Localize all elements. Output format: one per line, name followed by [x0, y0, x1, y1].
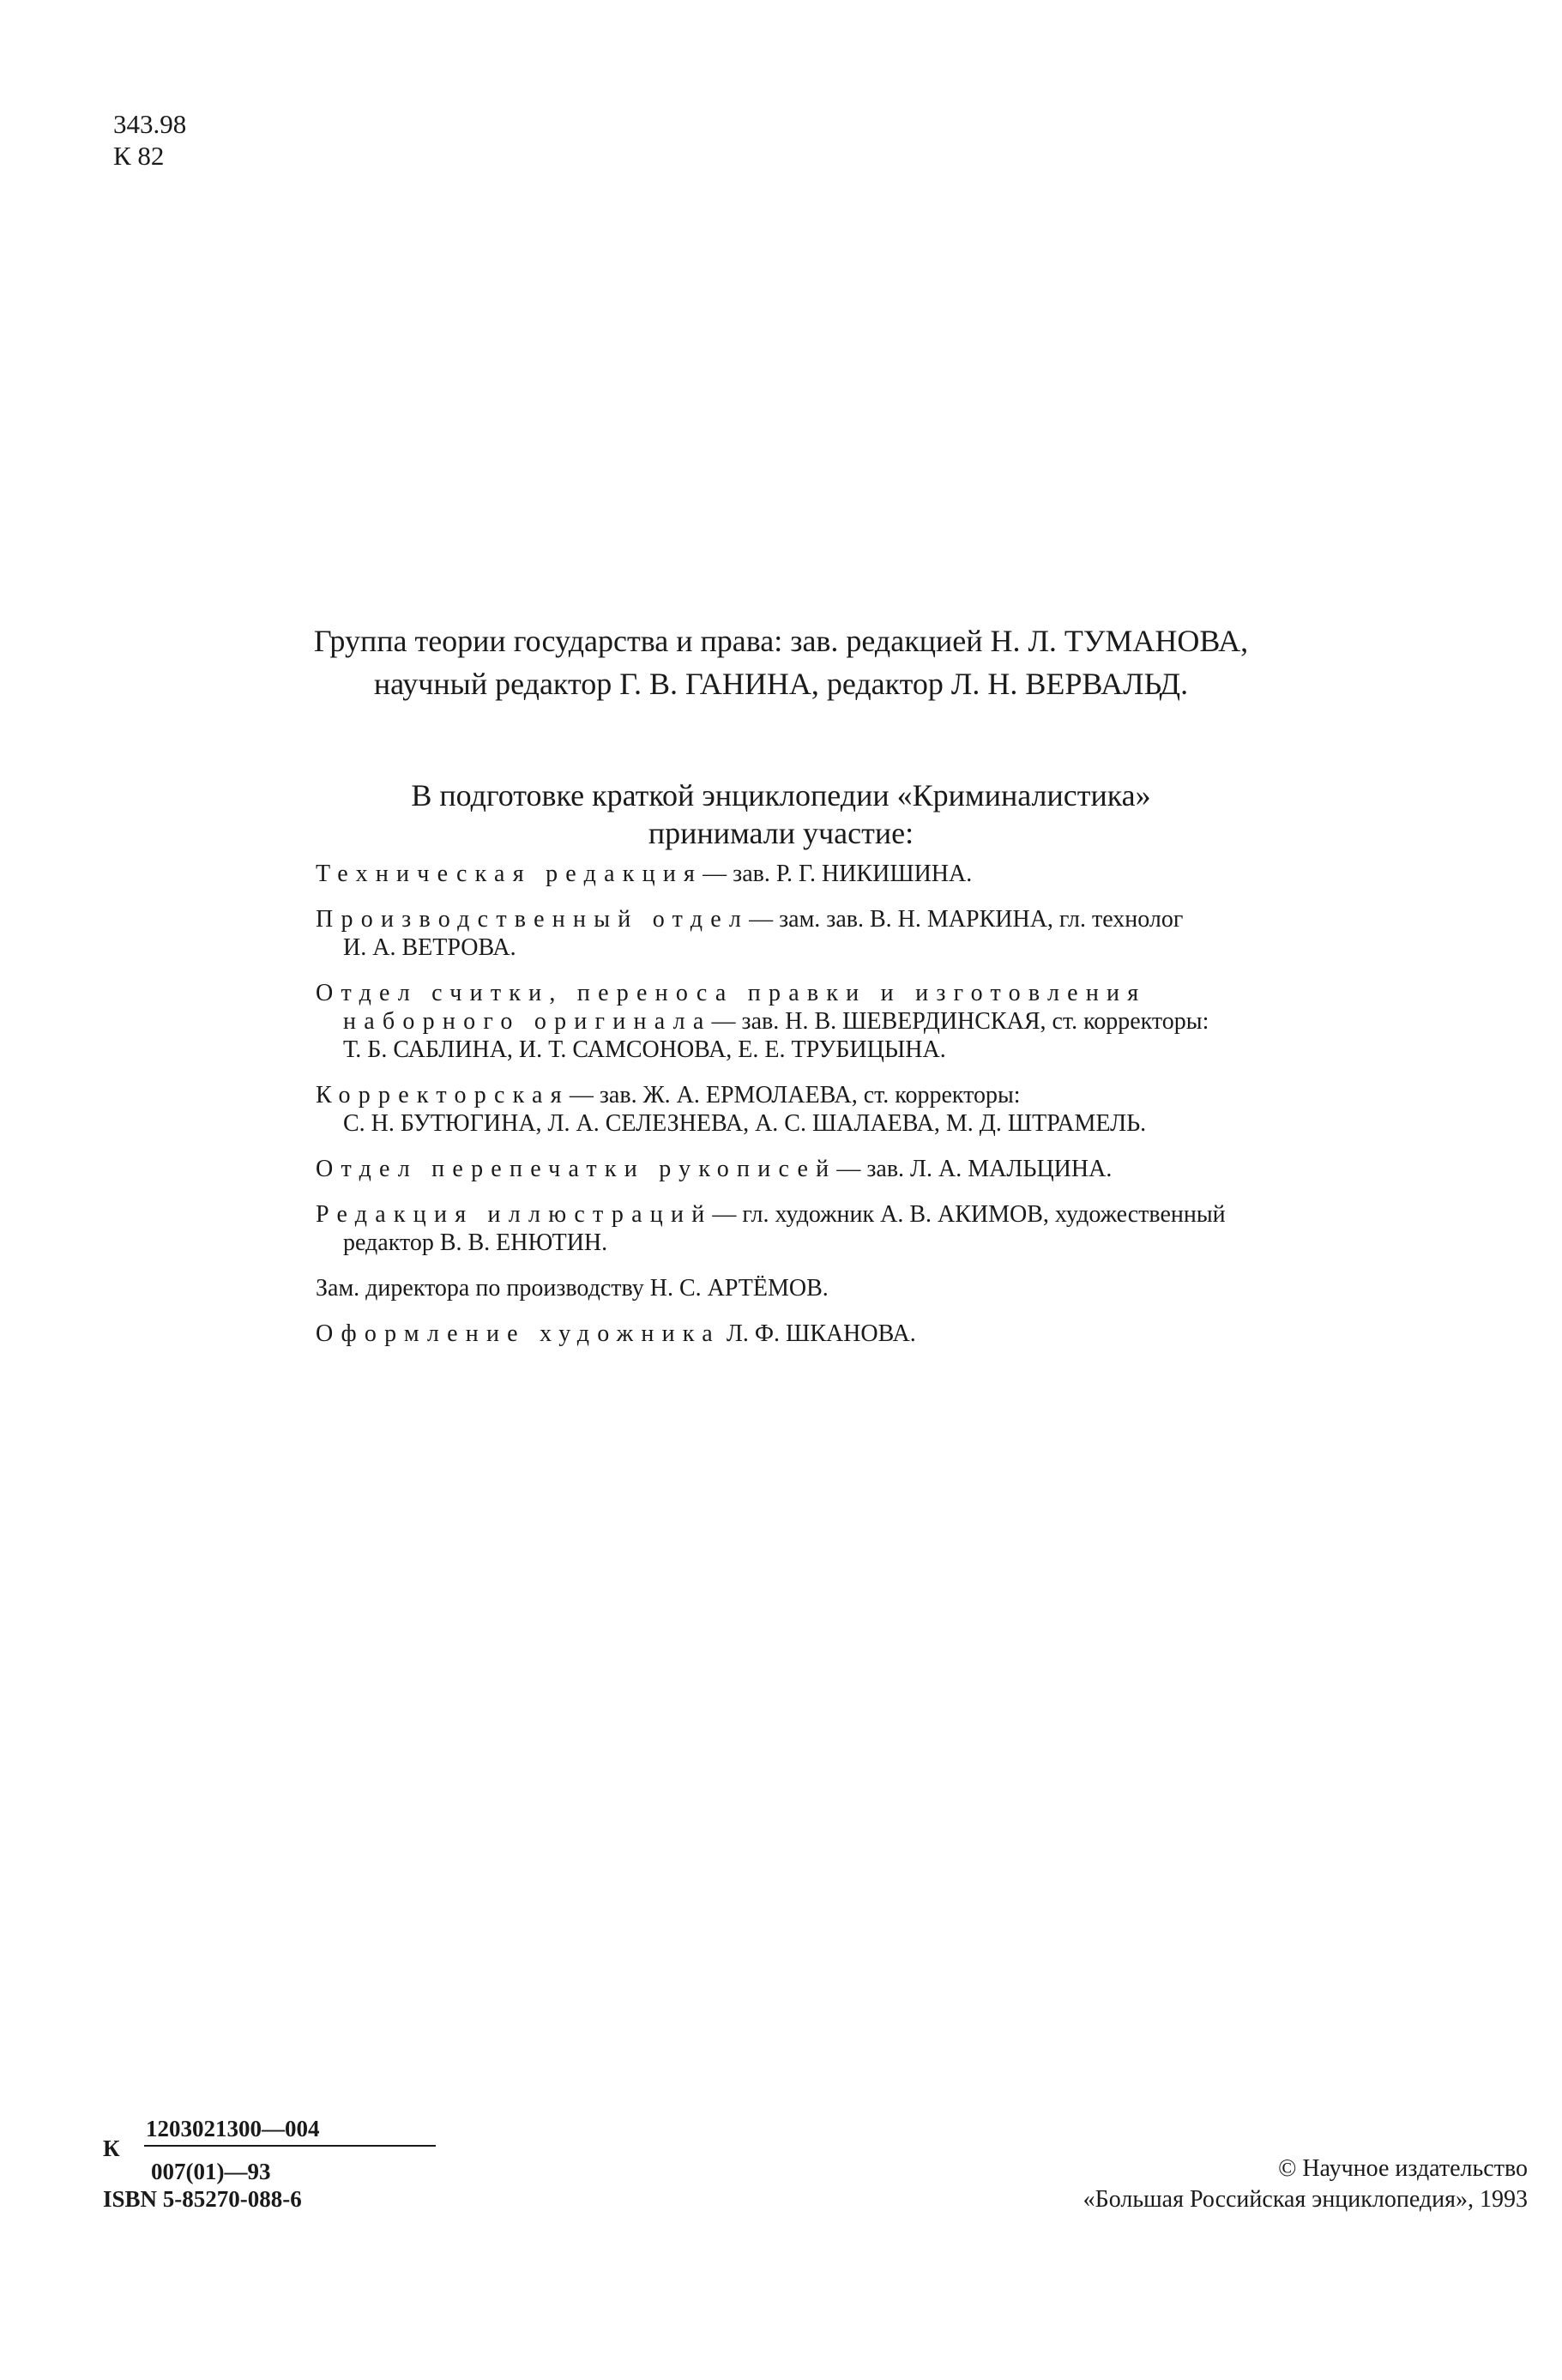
participants-heading [0, 776, 1562, 852]
staff-names: — зав. Л. А. МАЛЬЦИНА. [836, 1156, 1113, 1182]
imprint-numerator: 1203021300—004 [146, 2116, 320, 2141]
staff-entry-correctors [316, 1081, 1354, 1138]
staff-list [316, 860, 1354, 1365]
imprint-denominator: 007(01)—93 [151, 2159, 271, 2184]
department-name: Отдел перепечатки рукописей [316, 1156, 837, 1182]
department-name: Оформление художника [316, 1320, 721, 1347]
department-name: Производственный отдел [316, 906, 750, 933]
copyright-line-1: © Научное издательство [1278, 2155, 1528, 2182]
editorial-group [0, 619, 1562, 705]
staff-entry-design [316, 1320, 1354, 1348]
isbn: ISBN 5-85270-088-6 [103, 2186, 302, 2212]
staff-entry-retyping [316, 1155, 1354, 1183]
staff-names: — зав. Ж. А. ЕРМОЛАЕВА, ст. корректоры: [569, 1082, 1021, 1108]
udc-code: 343.98 [113, 109, 187, 139]
department-name-continued: наборного оригинала [343, 1008, 712, 1035]
staff-entry-production [316, 905, 1354, 962]
department-name: Отдел считки, переноса правки и изготовления [316, 980, 1147, 1006]
editorial-group-line-1: Группа теории государства и права: зав. редакцией Н. Л. ТУМАНОВА, [313, 624, 1249, 658]
staff-entry-tech-edit [316, 860, 1354, 888]
staff-entry-proofreading [316, 979, 1354, 1064]
staff-names: — зам. зав. В. Н. МАРКИНА, гл. технолог [749, 906, 1184, 933]
copyright-line-2: «Большая Российская энциклопедия», 1993 [1083, 2186, 1528, 2213]
staff-names-continued: С. Н. БУТЮГИНА, Л. А. СЕЛЕЗНЕВА, А. С. ШАЛАЕВА, М. Д. ШТРАМЕЛЬ. [343, 1110, 1147, 1137]
participants-heading-line-2: принимали участие: [648, 816, 914, 850]
imprint-k-letter: К [103, 2135, 120, 2161]
editorial-group-line-2: научный редактор Г. В. ГАНИНА, редактор Л. Н. ВЕРВАЛЬД. [373, 667, 1189, 701]
classification-codes [113, 108, 186, 172]
staff-names: — зав. Н. В. ШЕВЕРДИНСКАЯ, ст. корректоры: [711, 1008, 1209, 1035]
staff-names: — зав. Р. Г. НИКИШИНА. [703, 861, 973, 887]
catalog-imprint [103, 2115, 377, 2218]
staff-entry-illustrations [316, 1200, 1354, 1257]
staff-names: — гл. художник А. В. АКИМОВ, художественный [712, 1201, 1226, 1228]
fraction-rule [144, 2145, 436, 2147]
department-name: Редакция иллюстраций [316, 1201, 713, 1228]
staff-names-continued: редактор В. В. ЕНЮТИН. [343, 1229, 608, 1256]
staff-names: Л. Ф. ШКАНОВА. [720, 1320, 916, 1347]
department-name: Корректорская [316, 1082, 570, 1108]
participants-heading-line-1: В подготовке краткой энциклопедии «Криминалистика» [411, 778, 1151, 812]
staff-entry-deputy-director [316, 1274, 1354, 1302]
staff-names-continued: Т. Б. САБЛИНА, И. Т. САМСОНОВА, Е. Е. ТРУБИЦЫНА. [343, 1036, 946, 1063]
department-name: Техническая редакция [316, 861, 703, 887]
bbk-code: К 82 [113, 141, 165, 171]
staff-names-continued: И. А. ВЕТРОВА. [343, 934, 516, 961]
staff-names: Зам. директора по производству Н. С. АРТЁМОВ. [316, 1275, 829, 1302]
publisher-copyright [1083, 2153, 1528, 2215]
